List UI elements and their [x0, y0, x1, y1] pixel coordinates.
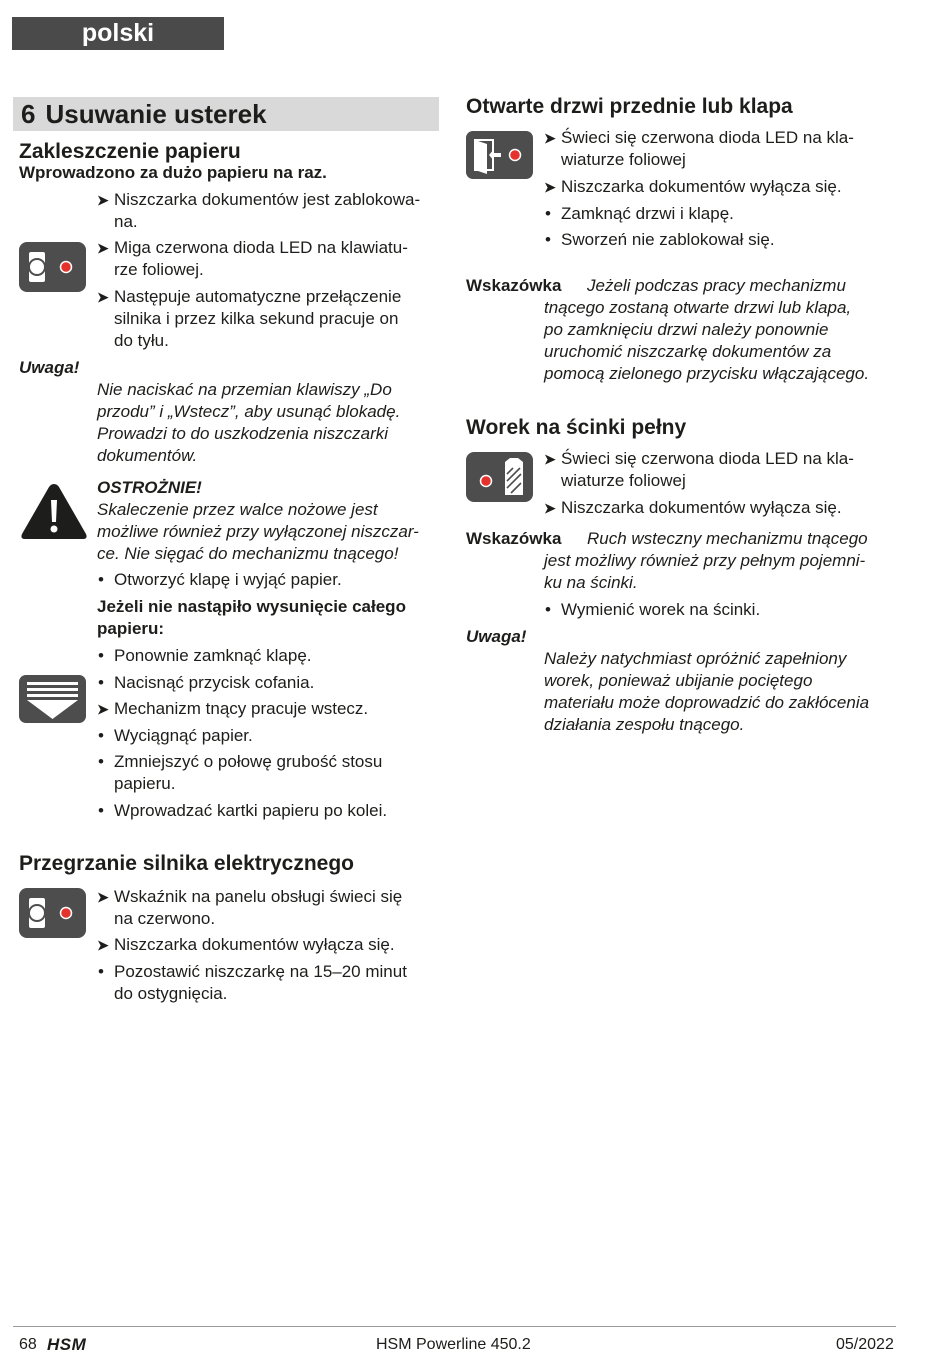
hint-text-first: Ruch wsteczny mechanizmu tnącego: [587, 529, 868, 548]
step-item: • Pozostawić niszczarkę na 15–20 minut: [98, 962, 407, 981]
note-label: Uwaga!: [466, 627, 527, 646]
bullet-icon: •: [98, 570, 104, 589]
result-item-cont: na.: [114, 212, 138, 231]
result-item: ➤ Miga czerwona dioda LED na klawiatu-: [97, 238, 408, 257]
door-open-icon: [466, 131, 533, 179]
step-item: • Wymienić worek na ścinki.: [545, 600, 761, 619]
result-item: ➤ Świeci się czerwona dioda LED na kla-: [544, 449, 854, 468]
result-item-cont: silnika i przez kilka sekund pracuje on: [114, 309, 399, 328]
step-item: • Wyciągnąć papier.: [98, 726, 253, 745]
step-item: • Ponownie zamknąć klapę.: [98, 646, 312, 665]
result-item: ➤ Niszczarka dokumentów wyłącza się.: [97, 935, 395, 954]
brand-logo: HSM: [47, 1335, 87, 1354]
condition-text: Jeżeli nie nastąpiło wysunięcie całego papieru:: [97, 597, 406, 638]
caution-title: OSTROŻNIE!: [97, 478, 202, 497]
document-date: 05/2022: [836, 1336, 894, 1353]
paper-jam-subtitle: Wprowadzono za dużo papieru na raz.: [19, 163, 327, 182]
chapter-title: Usuwanie usterek: [45, 99, 267, 129]
note-text: Należy natychmiast opróżnić zapełniony worek, ponieważ ubijanie pociętego materiału może doprowadzić do zakłócenia działania zespołu tnącego.: [544, 649, 870, 734]
led-indicator-icon: [19, 242, 86, 292]
hint-text: tnącego zostaną otwarte drzwi lub klapa, po zamknięciu drzwi należy ponownie uruchomić niszczarkę dokumentów za pomocą zielonego przycisku włączającego.: [544, 298, 870, 383]
section-title-paper-jam: Zakleszczenie papieru: [19, 140, 241, 163]
bullet-icon: •: [545, 230, 551, 249]
result-item: ➤ Świeci się czerwona dioda LED na kla-: [544, 128, 854, 147]
bag-full-icon: [466, 452, 533, 502]
hint-label: Wskazówka: [466, 276, 562, 295]
arrow-icon: ➤: [97, 701, 109, 717]
step-item-cont: papieru.: [114, 774, 176, 793]
arrow-icon: ➤: [97, 289, 109, 305]
arrow-icon: ➤: [544, 179, 556, 195]
arrow-icon: ➤: [544, 500, 556, 516]
bullet-icon: •: [98, 726, 104, 745]
step-item: • Nacisnąć przycisk cofania.: [98, 673, 315, 692]
bullet-icon: •: [98, 673, 104, 692]
section-title-door-open: Otwarte drzwi przednie lub klapa: [466, 95, 793, 118]
step-item: • Wprowadzać kartki papieru po kolei.: [98, 801, 388, 820]
bullet-icon: •: [98, 752, 104, 771]
result-item: ➤ Wskaźnik na panelu obsługi świeci się: [97, 887, 403, 906]
step-item: • Sworzeń nie zablokował się.: [545, 230, 775, 249]
page-number: 68: [19, 1336, 37, 1353]
result-item-cont: do tyłu.: [114, 331, 169, 350]
result-item-cont: rze foliowej.: [114, 260, 204, 279]
arrow-icon: ➤: [97, 889, 109, 905]
caution-text: Skaleczenie przez walce nożowe jest możliwe również przy wyłączonej niszczar- ce. Nie sięgać do mechanizmu tnącego!: [97, 500, 419, 563]
bullet-icon: •: [98, 801, 104, 820]
chapter-number: 6: [21, 99, 36, 129]
result-item-cont: wiaturze foliowej: [561, 150, 686, 169]
led-indicator-icon: [19, 888, 86, 938]
arrow-icon: ➤: [97, 240, 109, 256]
step-item: • Zmniejszyć o połowę grubość stosu: [98, 752, 383, 771]
bullet-icon: •: [98, 646, 104, 665]
result-item: ➤ Następuje automatyczne przełączenie: [97, 287, 402, 306]
hint-label: Wskazówka: [466, 529, 562, 548]
bullet-icon: •: [98, 962, 104, 981]
warning-icon: [19, 480, 89, 542]
result-item: ➤ Niszczarka dokumentów jest zablokowa-: [97, 190, 421, 209]
section-title-bag-full: Worek na ścinki pełny: [466, 416, 687, 439]
arrow-icon: ➤: [544, 451, 556, 467]
note-label: Uwaga!: [19, 358, 80, 377]
reverse-button-icon: [19, 675, 86, 723]
arrow-icon: ➤: [97, 192, 109, 208]
result-item-cont: na czerwono.: [114, 909, 216, 928]
hint-text: jest możliwy również przy pełnym pojemni- ku na ścinki.: [544, 551, 866, 592]
result-item: ➤ Mechanizm tnący pracuje wstecz.: [97, 699, 369, 718]
hint-text-first: Jeżeli podczas pracy mechanizmu: [587, 276, 846, 295]
arrow-icon: ➤: [97, 937, 109, 953]
step-item-cont: do ostygnięcia.: [114, 984, 228, 1003]
section-title-overheat: Przegrzanie silnika elektrycznego: [19, 852, 354, 875]
language-tab: polski: [12, 17, 224, 50]
result-item: ➤ Niszczarka dokumentów wyłącza się.: [544, 498, 842, 517]
note-text: Nie naciskać na przemian klawiszy „Do przodu” i „Wstecz”, aby usunąć blokadę. Prowadzi to do uszkodzenia niszczarki dokumentów.: [97, 380, 401, 465]
step-item: • Otworzyć klapę i wyjąć papier.: [98, 570, 342, 589]
arrow-icon: ➤: [544, 130, 556, 146]
step-item: • Zamknąć drzwi i klapę.: [545, 204, 734, 223]
result-item-cont: wiaturze foliowej: [561, 471, 686, 490]
bullet-icon: •: [545, 600, 551, 619]
result-item: ➤ Niszczarka dokumentów wyłącza się.: [544, 177, 842, 196]
chapter-heading: [13, 97, 439, 131]
footer-divider: [13, 1326, 896, 1327]
model-name: HSM Powerline 450.2: [376, 1336, 531, 1353]
bullet-icon: •: [545, 204, 551, 223]
